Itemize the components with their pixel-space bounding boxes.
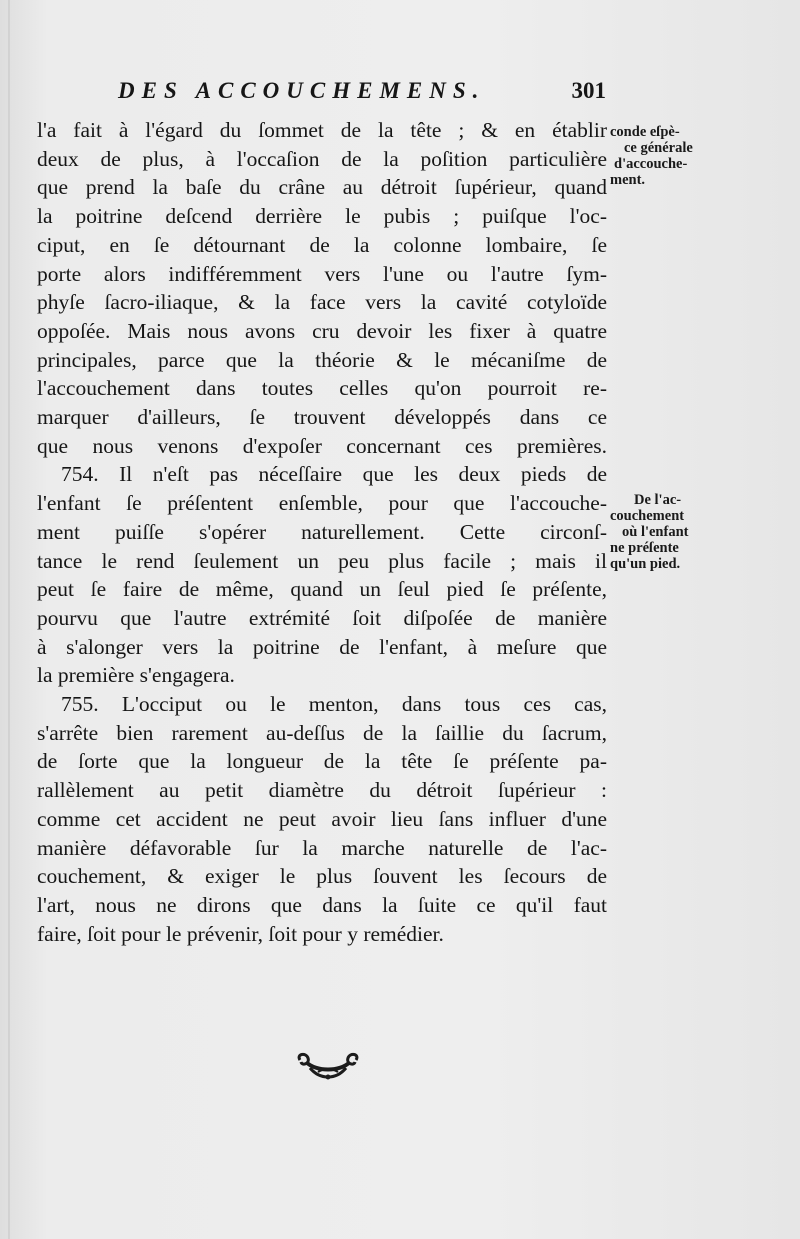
text-line: porte alors indifféremment vers l'une ou l'autre ſym- <box>37 261 607 286</box>
note-line: ment. <box>610 172 646 188</box>
running-title: DES ACCOUCHEMENS. <box>118 78 486 103</box>
text-line: l'enfant ſe préſentent enſemble, pour que l'accouche- <box>37 491 607 516</box>
margin-note-un-pied <box>610 492 710 572</box>
text-line: faire, ſoit pour le prévenir, ſoit pour y remédier. <box>37 921 444 946</box>
margin-note-espece-generale <box>610 124 710 188</box>
page-number: 301 <box>571 78 606 103</box>
note-line: couchement <box>610 508 685 524</box>
note-line: qu'un pied. <box>610 556 681 572</box>
note-line: ne préſente <box>610 540 679 556</box>
text-line: phyſe ſacro-iliaque, & la face vers la cavité cotyloïde <box>37 290 607 315</box>
text-line: s'arrête bien rarement au-deſſus de la ſaillie du ſacrum, <box>37 720 607 745</box>
text-line: à s'alonger vers la poitrine de l'enfant, à meſure que <box>37 634 607 659</box>
text-line: tance le rend ſeulement un peu plus facile ; mais il <box>37 548 607 573</box>
text-line: comme cet accident ne peut avoir lieu ſans influer d'une <box>37 806 607 831</box>
paragraph-continuation <box>37 116 607 460</box>
text-line: l'accouchement dans toutes celles qu'on pourroit re- <box>37 376 607 401</box>
text-line: deux de plus, à l'occaſion de la poſition particulière <box>37 146 607 171</box>
text-line: la première s'engagera. <box>37 663 235 688</box>
note-line: où l'enfant <box>622 524 689 540</box>
text-line: couchement, & exiger le plus ſouvent les ſecours de <box>37 864 607 889</box>
text-line: que prend la baſe du crâne au détroit ſupérieur, quand <box>37 175 607 200</box>
text-line: peut ſe faire de même, quand un ſeul pied ſe préſente, <box>37 577 607 602</box>
text-line: ment puiſſe s'opérer naturellement. Cette circonſ- <box>37 519 607 544</box>
paragraph-754 <box>37 460 607 690</box>
page-edge-shadow <box>8 0 10 1239</box>
text-line: rallèlement au petit diamètre du détroit ſupérieur : <box>37 778 607 803</box>
text-line: ciput, en ſe détournant de la colonne lombaire, ſe <box>37 232 607 257</box>
text-line: 754. Il n'eſt pas néceſſaire que les deux pieds de <box>61 462 607 487</box>
text-line: que nous venons d'expoſer concernant ces premières. <box>37 433 607 458</box>
text-line: l'art, nous ne dirons que dans la ſuite ce qu'il faut <box>37 892 607 917</box>
note-line: conde eſpè- <box>610 124 680 140</box>
text-line: manière défavorable ſur la marche naturelle de l'ac- <box>37 835 607 860</box>
note-line: d'accouche- <box>614 156 688 172</box>
text-line: pourvu que l'autre extrémité ſoit diſpoſée de manière <box>37 605 607 630</box>
text-line: de ſorte que la longueur de la tête ſe préſente pa- <box>37 749 607 774</box>
text-line: oppoſée. Mais nous avons cru devoir les fixer à quatre <box>37 318 607 343</box>
text-line: 755. L'occiput ou le menton, dans tous ces cas, <box>61 692 607 717</box>
note-line: De l'ac- <box>634 492 682 508</box>
text-line: principales, parce que la théorie & le mécaniſme de <box>37 347 607 372</box>
main-text <box>37 116 607 948</box>
tailpiece-ornament-icon <box>292 1050 364 1084</box>
text-line: la poitrine deſcend derrière le pubis ; puiſque l'oc- <box>37 204 607 229</box>
paragraph-755 <box>37 690 607 948</box>
note-line: ce générale <box>624 140 693 156</box>
text-line: l'a fait à l'égard du ſommet de la tête ; & en établir <box>37 118 607 142</box>
page-header <box>118 78 606 108</box>
text-line: marquer d'ailleurs, ſe trouvent développés dans ce <box>37 405 607 430</box>
